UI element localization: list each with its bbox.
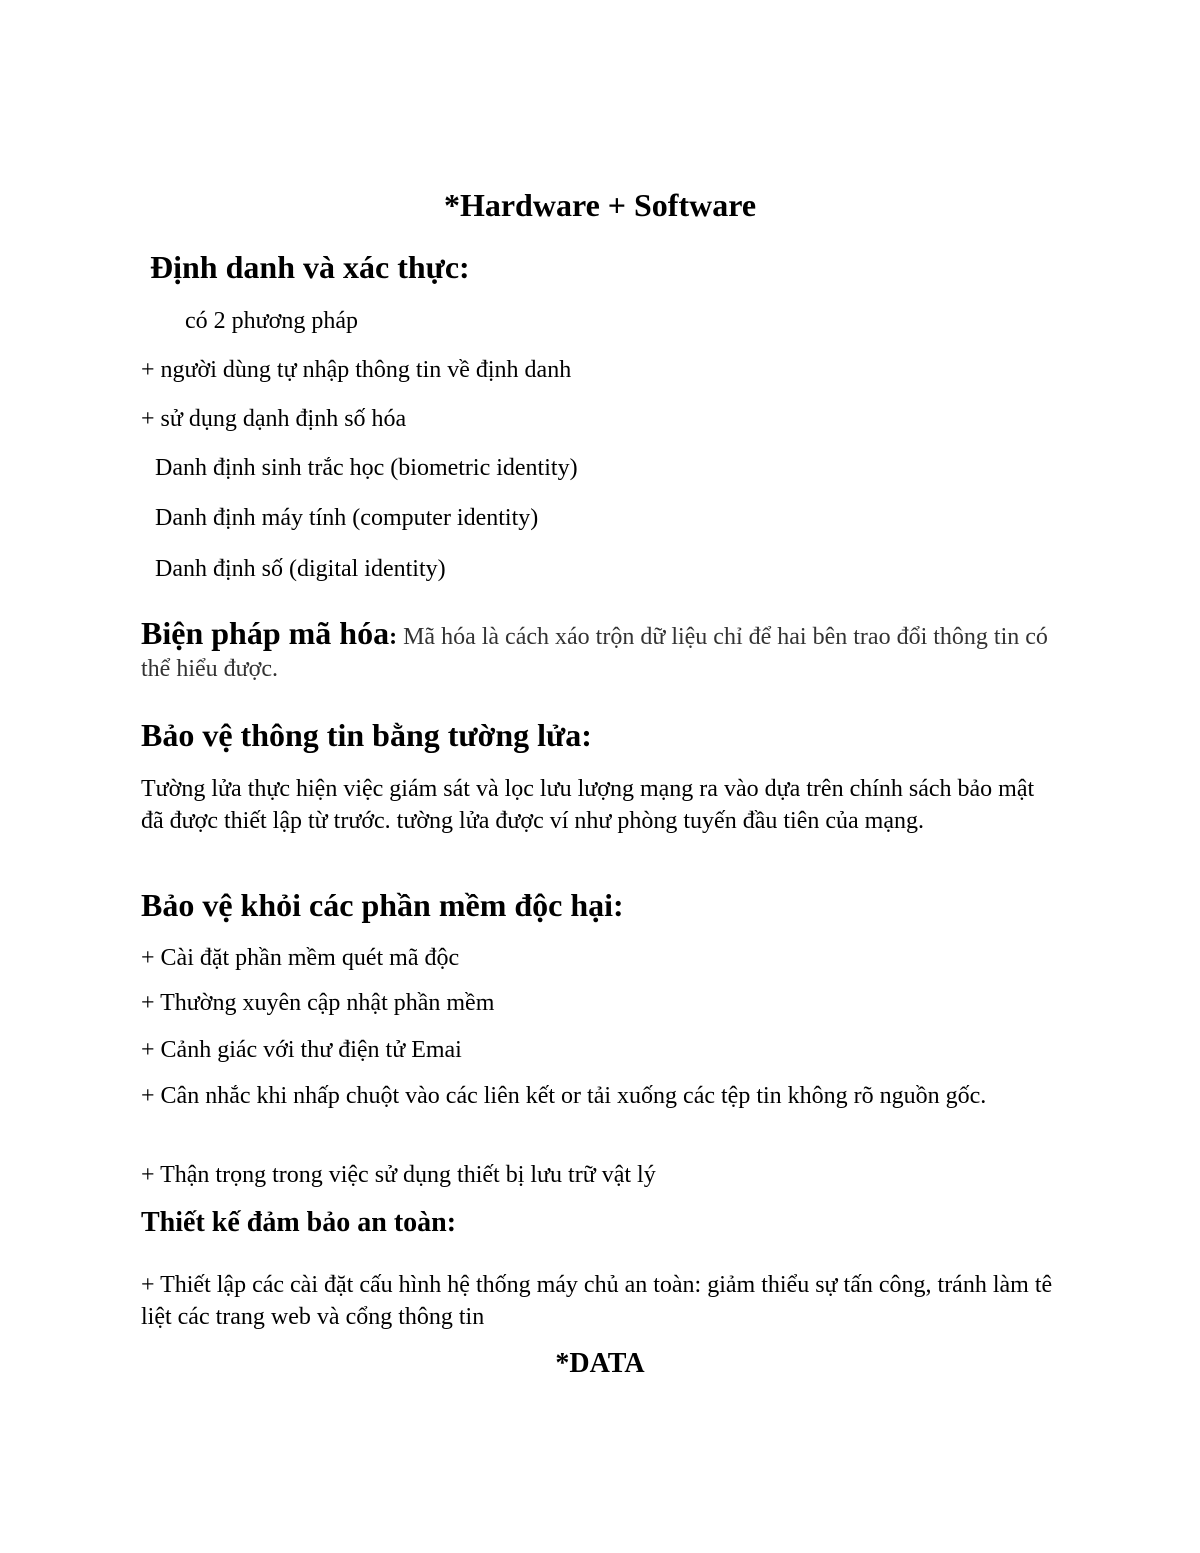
- identity-line-5: Danh định máy tính (computer identity): [155, 505, 539, 531]
- firewall-text: Tường lửa thực hiện việc giám sát và lọc lưu lượng mạng ra vào dựa trên chính sách bảo mật đã được thiết lập từ trước. tường lửa được ví như phòng tuyến đầu tiên của mạng.: [141, 776, 1035, 834]
- malware-item-3: + Cảnh giác với thư điện tử Emai: [141, 1037, 462, 1063]
- encryption-text: Mã hóa là cách xáo trộn dữ liệu chỉ để hai bên trao đổi thông tin có thể hiểu được.: [141, 624, 1048, 682]
- malware-item-5: + Thận trọng trong việc sử dụng thiết bị lưu trữ vật lý: [141, 1162, 656, 1188]
- malware-item-1: + Cài đặt phần mềm quét mã độc: [141, 945, 460, 971]
- identity-line-2: + người dùng tự nhập thông tin về định danh: [141, 357, 572, 383]
- secure-design-text: + Thiết lập các cài đặt cấu hình hệ thống máy chủ an toàn: giảm thiểu sự tấn công, tránh làm tê liệt các trang web và cổng thông tin: [141, 1272, 1053, 1330]
- identity-line-1: có 2 phương pháp: [185, 308, 359, 334]
- heading-malware: Bảo vệ khỏi các phần mềm độc hại:: [141, 887, 624, 923]
- malware-item-2: + Thường xuyên cập nhật phần mềm: [141, 990, 495, 1016]
- page-title-hardware-software: *Hardware + Software: [443, 187, 757, 223]
- heading-encryption: Biện pháp mã hóa: [141, 615, 390, 651]
- identity-line-3: + sử dụng dạnh định số hóa: [141, 406, 407, 432]
- identity-line-6: Danh định số (digital identity): [155, 556, 446, 582]
- heading-identity-auth: Định danh và xác thực:: [150, 249, 470, 285]
- identity-line-4: Danh định sinh trắc học (biometric identity): [155, 455, 578, 481]
- heading-secure-design: Thiết kế đảm bảo an toàn:: [141, 1207, 457, 1238]
- page-title-data: *DATA: [555, 1348, 645, 1379]
- heading-encryption-colon: :: [389, 624, 398, 650]
- encryption-paragraph: [141, 617, 1061, 685]
- malware-item-4: + Cân nhắc khi nhấp chuột vào các liên kết or tải xuống các tệp tin không rõ nguồn gốc.: [141, 1083, 987, 1109]
- heading-firewall: Bảo vệ thông tin bằng tường lửa:: [141, 717, 592, 753]
